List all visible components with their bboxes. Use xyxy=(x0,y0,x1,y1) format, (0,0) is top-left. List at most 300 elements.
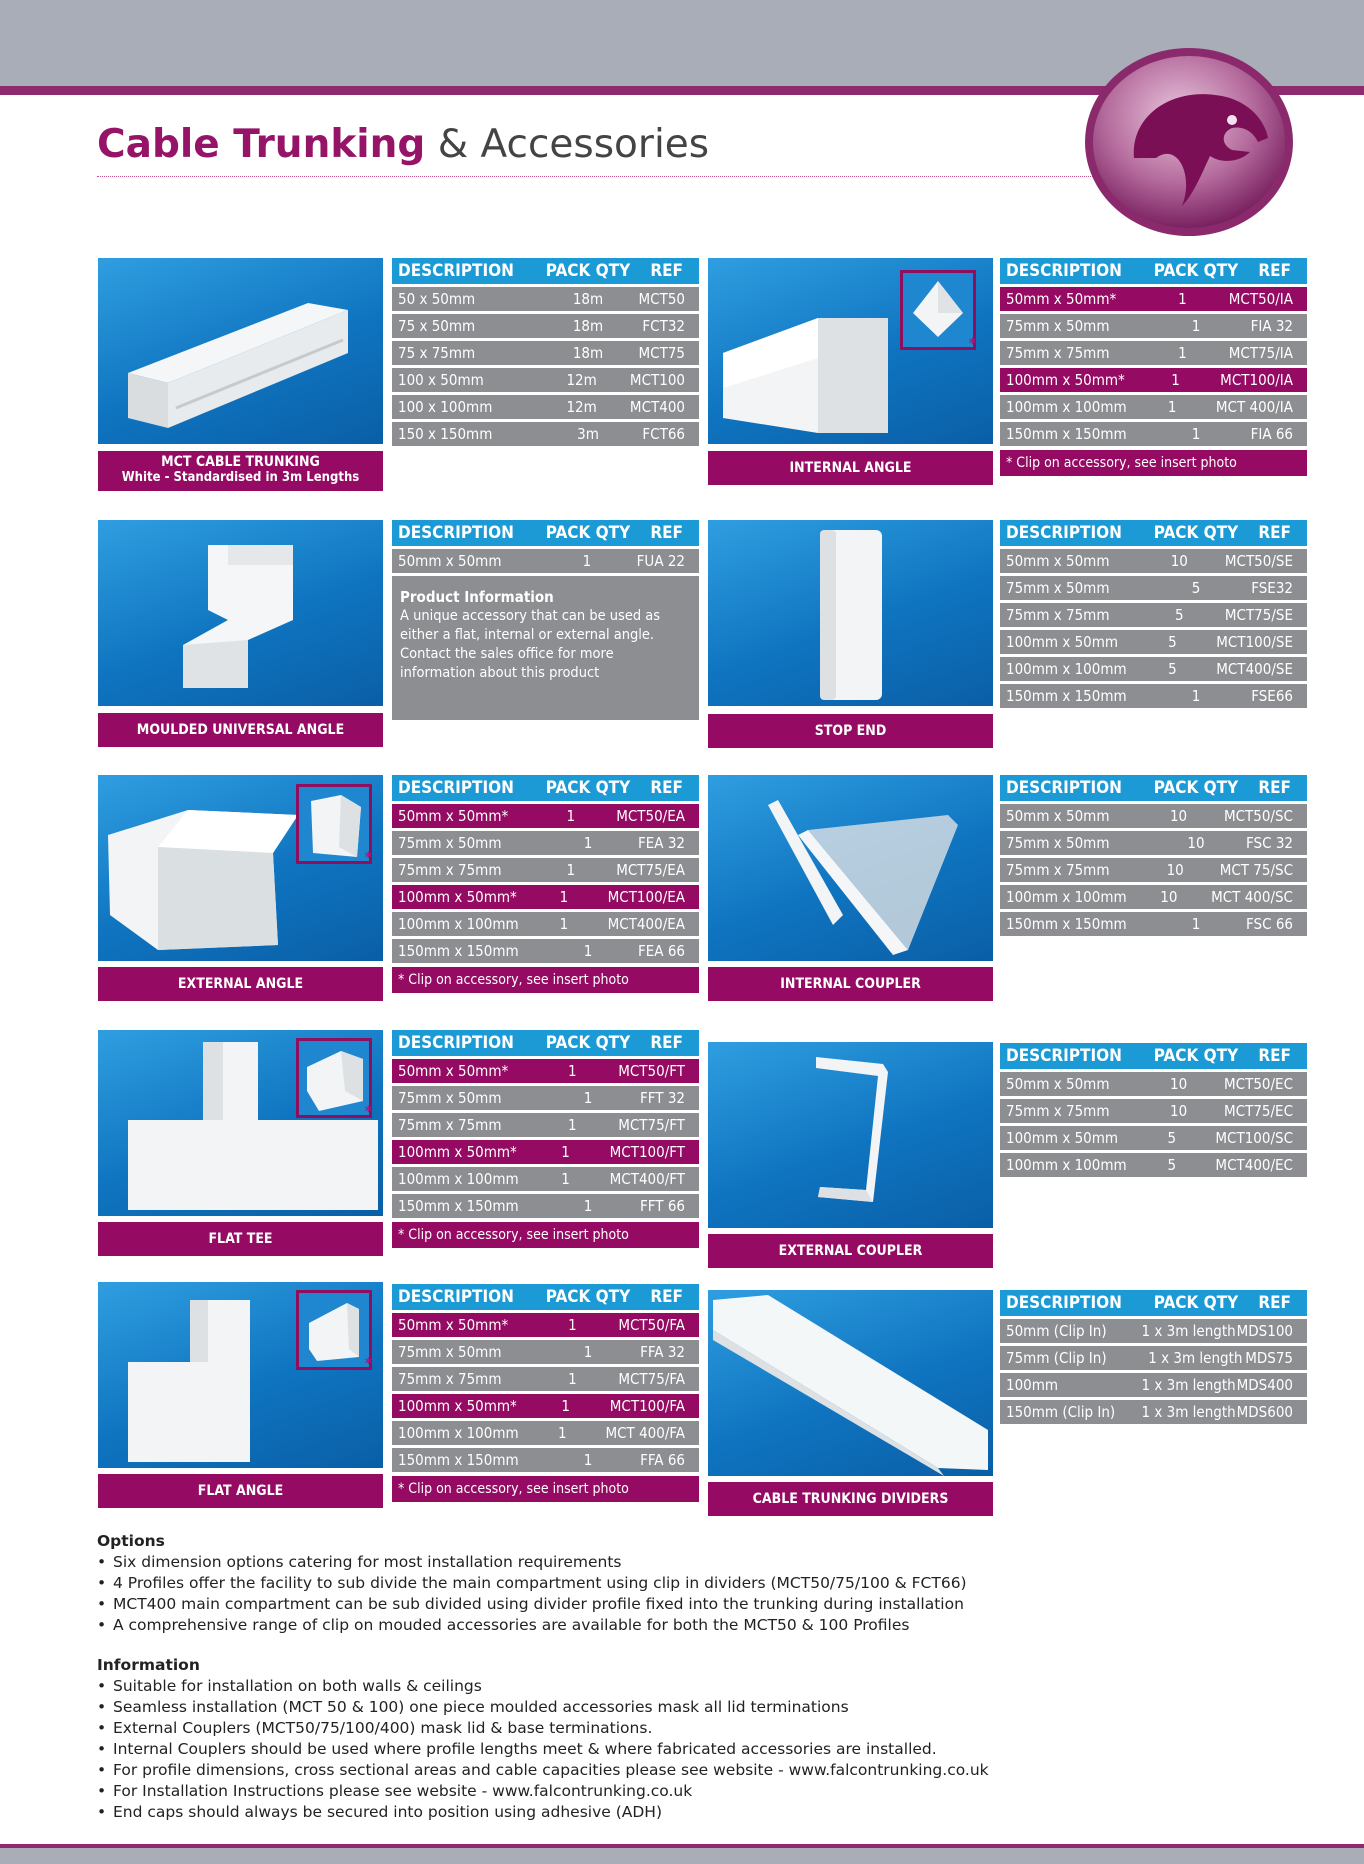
cell-description: 75mm x 50mm xyxy=(398,1089,502,1107)
page-title-rest: & Accessories xyxy=(437,122,710,167)
cell-description: 50mm x 50mm* xyxy=(398,1062,509,1080)
options-section xyxy=(97,1531,967,1636)
table-header xyxy=(392,775,699,801)
cell-description: 50mm x 50mm xyxy=(1006,1075,1110,1093)
cell-description: 75mm x 50mm xyxy=(1006,834,1110,852)
cell-ref: MCT50/FA xyxy=(618,1316,685,1334)
photo-mct-cable-trunking xyxy=(98,258,383,444)
inset-flat-tee xyxy=(296,1038,372,1118)
cell-pack-qty: 10 xyxy=(1170,1075,1188,1093)
table-header xyxy=(1000,258,1307,284)
table-header xyxy=(1000,520,1307,546)
column-header-pack-qty: PACK QTY xyxy=(545,1033,631,1053)
cell-description: 100mm x 50mm* xyxy=(398,1143,517,1161)
table-row xyxy=(392,1367,699,1391)
list-item: • For Installation Instructions please see website - www.falcontrunking.co.uk xyxy=(97,1781,989,1802)
cell-ref: MCT100/EA xyxy=(607,888,685,906)
cell-ref: MCT50/IA xyxy=(1228,290,1293,308)
table-row xyxy=(1000,314,1307,338)
cell-ref: MCT400/FT xyxy=(609,1170,685,1188)
cell-ref: FEA 32 xyxy=(638,834,685,852)
cell-ref: MCT75/SE xyxy=(1224,606,1293,624)
clip-note: * Clip on accessory, see insert photo xyxy=(392,1222,699,1248)
cell-pack-qty: 1 x 3m length xyxy=(1141,1322,1236,1340)
table-row xyxy=(1000,395,1307,419)
table-row xyxy=(1000,804,1307,828)
table-row xyxy=(1000,885,1307,909)
asterisk-icon: * xyxy=(968,336,976,352)
table-row xyxy=(1000,630,1307,654)
cell-description: 100mm x 100mm xyxy=(1006,660,1127,678)
cell-ref: MCT75/EA xyxy=(616,861,685,879)
cell-ref: MCT100/FT xyxy=(609,1143,685,1161)
table-row xyxy=(1000,831,1307,855)
list-item: • A comprehensive range of clip on mouded accessories are available for both the MCT50 & 100 Profiles xyxy=(97,1615,967,1636)
universal-angle-icon xyxy=(98,520,383,706)
cell-ref: MCT100/SC xyxy=(1215,1129,1293,1147)
clip-accessory-icon xyxy=(299,787,369,861)
table-row xyxy=(1000,1099,1307,1123)
caption-text: INTERNAL COUPLER xyxy=(780,976,921,992)
cell-ref: MCT75/EC xyxy=(1224,1102,1293,1120)
cell-description: 75mm x 50mm xyxy=(398,1343,502,1361)
cell-pack-qty: 5 xyxy=(1167,1156,1177,1174)
column-header-description: DESCRIPTION xyxy=(1006,261,1122,281)
cell-ref: FFA 66 xyxy=(640,1451,685,1469)
caption-stop-end xyxy=(708,714,993,748)
cell-ref: FCT32 xyxy=(642,317,685,335)
column-header-pack-qty: PACK QTY xyxy=(545,523,631,543)
cell-pack-qty: 5 xyxy=(1168,633,1177,651)
cell-description: 75mm x 75mm xyxy=(1006,606,1110,624)
table-row xyxy=(1000,912,1307,936)
column-header-description: DESCRIPTION xyxy=(398,1287,514,1307)
table-header xyxy=(392,1030,699,1056)
table-row xyxy=(1000,368,1307,392)
cell-description: 50mm x 50mm xyxy=(398,552,502,570)
caption-flat-tee xyxy=(98,1222,383,1256)
cell-description: 100mm xyxy=(1006,1376,1059,1394)
list-item: • Six dimension options catering for most installation requirements xyxy=(97,1552,967,1573)
column-header-pack-qty: PACK QTY xyxy=(545,778,631,798)
cell-pack-qty: 1 xyxy=(583,1343,593,1361)
table-row xyxy=(1000,341,1307,365)
cell-description: 100mm x 50mm xyxy=(1006,633,1119,651)
cell-pack-qty: 10 xyxy=(1187,834,1205,852)
cell-description: 100mm x 100mm xyxy=(398,1424,519,1442)
cell-description: 75mm x 50mm xyxy=(1006,579,1110,597)
cell-pack-qty: 1 xyxy=(583,834,593,852)
cell-pack-qty: 1 xyxy=(1171,371,1180,389)
cell-pack-qty: 5 xyxy=(1168,660,1177,678)
cell-pack-qty: 1 xyxy=(583,1197,593,1215)
column-header-pack-qty: PACK QTY xyxy=(1153,261,1239,281)
table-row xyxy=(1000,1400,1307,1424)
cell-description: 75 x 75mm xyxy=(398,344,476,362)
table-row xyxy=(1000,657,1307,681)
caption-text: MOULDED UNIVERSAL ANGLE xyxy=(136,722,345,738)
table-external-coupler xyxy=(1000,1043,1307,1177)
cell-description: 75mm x 75mm xyxy=(398,861,502,879)
table-row xyxy=(392,1421,699,1445)
table-header xyxy=(392,520,699,546)
column-header-ref: REF xyxy=(1258,1046,1291,1066)
table-row xyxy=(1000,576,1307,600)
table-row xyxy=(1000,549,1307,573)
cell-ref: MDS100 xyxy=(1236,1322,1293,1340)
table-row xyxy=(392,1113,699,1137)
photo-internal-coupler xyxy=(708,775,993,961)
cell-ref: MCT400/SE xyxy=(1216,660,1293,678)
table-row xyxy=(392,314,699,338)
caption-flat-angle xyxy=(98,1474,383,1508)
information-section xyxy=(97,1655,989,1823)
inset-flat-angle xyxy=(296,1290,372,1370)
cell-description: 100mm x 100mm xyxy=(398,1170,519,1188)
cell-description: 75mm x 50mm xyxy=(1006,317,1110,335)
cell-pack-qty: 1 xyxy=(568,1062,577,1080)
table-internal-angle xyxy=(1000,258,1307,476)
page-title xyxy=(97,122,709,167)
clip-note: * Clip on accessory, see insert photo xyxy=(1000,450,1307,476)
column-header-pack-qty: PACK QTY xyxy=(1153,523,1239,543)
cell-description: 50mm x 50mm xyxy=(1006,807,1110,825)
cell-ref: MCT75/IA xyxy=(1228,344,1293,362)
table-cable-trunking-dividers xyxy=(1000,1290,1307,1424)
column-header-description: DESCRIPTION xyxy=(398,778,514,798)
cell-pack-qty: 1 xyxy=(582,552,592,570)
cell-ref: FFT 32 xyxy=(640,1089,685,1107)
cell-ref: FFT 66 xyxy=(640,1197,685,1215)
cell-pack-qty: 3m xyxy=(577,425,599,443)
cell-ref: MCT 75/SC xyxy=(1219,861,1293,879)
cell-description: 150mm x 150mm xyxy=(398,1451,519,1469)
clip-note: * Clip on accessory, see insert photo xyxy=(392,1476,699,1502)
table-internal-coupler xyxy=(1000,775,1307,936)
cell-description: 75 x 50mm xyxy=(398,317,476,335)
cell-pack-qty: 1 xyxy=(557,1424,567,1442)
table-row xyxy=(1000,1373,1307,1397)
inset-internal-angle xyxy=(900,270,976,350)
table-header xyxy=(392,1284,699,1310)
cell-ref: FUA 22 xyxy=(636,552,685,570)
column-header-description: DESCRIPTION xyxy=(1006,1046,1122,1066)
cell-pack-qty: 1 x 3m length xyxy=(1141,1403,1236,1421)
cell-description: 75mm x 75mm xyxy=(1006,1102,1110,1120)
table-row xyxy=(392,395,699,419)
table-row xyxy=(392,1394,699,1418)
cell-pack-qty: 5 xyxy=(1174,606,1184,624)
table-row xyxy=(392,341,699,365)
photo-moulded-universal-angle xyxy=(98,520,383,706)
table-row xyxy=(392,368,699,392)
column-header-ref: REF xyxy=(650,523,683,543)
cell-ref: MCT100 xyxy=(629,371,685,389)
cell-description: 75mm x 75mm xyxy=(398,1370,502,1388)
cell-ref: MCT400/EA xyxy=(607,915,685,933)
caption-text: INTERNAL ANGLE xyxy=(789,460,912,476)
cell-ref: MCT75/FT xyxy=(618,1116,685,1134)
table-row xyxy=(392,1086,699,1110)
cell-pack-qty: 1 x 3m length xyxy=(1148,1349,1243,1367)
cell-ref: MCT400 xyxy=(629,398,685,416)
column-header-ref: REF xyxy=(1258,261,1291,281)
table-stop-end xyxy=(1000,520,1307,708)
cell-description: 50mm x 50mm xyxy=(1006,552,1110,570)
cell-pack-qty: 1 xyxy=(1178,344,1187,362)
cell-description: 150mm (Clip In) xyxy=(1006,1403,1116,1421)
cell-description: 100mm x 100mm xyxy=(1006,1156,1127,1174)
table-external-angle xyxy=(392,775,699,993)
external-coupler-icon xyxy=(708,1042,993,1228)
asterisk-icon: * xyxy=(364,1356,372,1372)
page-title-bold: Cable Trunking xyxy=(97,122,426,167)
table-row xyxy=(392,831,699,855)
cell-description: 75mm (Clip In) xyxy=(1006,1349,1107,1367)
asterisk-icon: * xyxy=(364,850,372,866)
cell-ref: MCT50/FT xyxy=(618,1062,685,1080)
cell-description: 75mm x 50mm xyxy=(398,834,502,852)
cell-pack-qty: 1 xyxy=(1191,425,1201,443)
column-header-description: DESCRIPTION xyxy=(1006,1293,1122,1313)
cell-ref: MDS400 xyxy=(1236,1376,1293,1394)
cell-pack-qty: 1 xyxy=(583,1089,593,1107)
table-flat-tee xyxy=(392,1030,699,1248)
cell-pack-qty: 5 xyxy=(1167,1129,1177,1147)
cell-ref: MCT100/IA xyxy=(1220,371,1293,389)
cell-ref: FIA 66 xyxy=(1250,425,1293,443)
list-item: • End caps should always be secured into position using adhesive (ADH) xyxy=(97,1802,989,1823)
cell-pack-qty: 1 xyxy=(1191,317,1201,335)
caption-text: EXTERNAL COUPLER xyxy=(778,1243,923,1259)
cell-ref: FEA 66 xyxy=(638,942,685,960)
cell-ref: MCT75 xyxy=(638,344,685,362)
table-row xyxy=(1000,1346,1307,1370)
cell-description: 100 x 100mm xyxy=(398,398,493,416)
caption-mct-cable-trunking xyxy=(98,451,383,491)
table-row xyxy=(392,1340,699,1364)
table-row xyxy=(1000,287,1307,311)
table-row xyxy=(1000,858,1307,882)
information-heading: Information xyxy=(97,1656,200,1674)
cell-pack-qty: 1 xyxy=(583,942,593,960)
cell-pack-qty: 10 xyxy=(1169,807,1188,825)
list-item: • Seamless installation (MCT 50 & 100) one piece moulded accessories mask all lid terminations xyxy=(97,1697,989,1718)
stop-end-icon xyxy=(708,520,993,706)
column-header-description: DESCRIPTION xyxy=(1006,523,1122,543)
cell-ref: FSC 66 xyxy=(1246,915,1293,933)
caption-text: FLAT TEE xyxy=(208,1231,273,1247)
cell-pack-qty: 1 xyxy=(568,1316,577,1334)
cell-ref: MCT100/FA xyxy=(609,1397,685,1415)
cell-pack-qty: 1 xyxy=(561,1170,570,1188)
bottom-banner xyxy=(0,1848,1364,1864)
list-item: • External Couplers (MCT50/75/100/400) mask lid & base terminations. xyxy=(97,1718,989,1739)
falcon-logo-icon xyxy=(1082,46,1296,238)
cell-ref: MCT400/EC xyxy=(1215,1156,1293,1174)
cell-ref: FSE32 xyxy=(1251,579,1293,597)
cell-description: 75mm x 75mm xyxy=(1006,344,1110,362)
cell-description: 100 x 50mm xyxy=(398,371,484,389)
inset-external-angle xyxy=(296,784,372,864)
clip-accessory-icon xyxy=(299,1041,369,1115)
table-row xyxy=(392,422,699,446)
cell-description: 150mm x 150mm xyxy=(398,942,519,960)
table-row xyxy=(1000,422,1307,446)
cell-pack-qty: 1 xyxy=(559,915,569,933)
list-item: • MCT400 main compartment can be sub divided using divider profile fixed into the trunking during installation xyxy=(97,1594,967,1615)
table-row xyxy=(1000,1072,1307,1096)
title-divider xyxy=(97,176,1097,177)
cell-ref: FIA 32 xyxy=(1250,317,1293,335)
table-row xyxy=(392,858,699,882)
column-header-ref: REF xyxy=(1258,523,1291,543)
cell-pack-qty: 1 xyxy=(583,1451,593,1469)
cell-ref: MCT 400/SC xyxy=(1211,888,1293,906)
cell-pack-qty: 1 xyxy=(1191,915,1201,933)
list-item: • 4 Profiles offer the facility to sub divide the main compartment using clip in dividers (MCT50/75/100 & FCT66) xyxy=(97,1573,967,1594)
caption-text: MCT CABLE TRUNKING xyxy=(161,454,320,470)
column-header-pack-qty: PACK QTY xyxy=(545,261,631,281)
photo-external-coupler xyxy=(708,1042,993,1228)
cell-description: 50 x 50mm xyxy=(398,290,476,308)
table-row xyxy=(392,1167,699,1191)
cell-pack-qty: 1 xyxy=(559,888,569,906)
clip-accessory-icon xyxy=(299,1293,369,1367)
internal-coupler-icon xyxy=(708,775,993,961)
column-header-ref: REF xyxy=(1258,778,1291,798)
photo-stop-end xyxy=(708,520,993,706)
photo-cable-trunking-dividers xyxy=(708,1290,993,1476)
cell-pack-qty: 1 xyxy=(561,1397,570,1415)
cell-description: 50mm x 50mm* xyxy=(398,807,509,825)
cell-description: 150mm x 150mm xyxy=(1006,687,1127,705)
falcon-logo xyxy=(1082,46,1296,238)
cell-pack-qty: 5 xyxy=(1191,579,1201,597)
table-row xyxy=(1000,603,1307,627)
cell-ref: FSC 32 xyxy=(1246,834,1293,852)
column-header-pack-qty: PACK QTY xyxy=(545,1287,631,1307)
clip-accessory-icon xyxy=(903,273,973,347)
cell-ref: MCT 400/FA xyxy=(605,1424,685,1442)
column-header-description: DESCRIPTION xyxy=(398,523,514,543)
cell-pack-qty: 1 xyxy=(566,807,576,825)
caption-text: STOP END xyxy=(814,723,887,739)
cell-ref: MCT50/SC xyxy=(1223,807,1293,825)
product-information-title: Product Information xyxy=(400,588,554,606)
column-header-description: DESCRIPTION xyxy=(1006,778,1122,798)
cell-pack-qty: 1 xyxy=(568,1370,577,1388)
caption-moulded-universal-angle xyxy=(98,713,383,747)
caption-text: CABLE TRUNKING DIVIDERS xyxy=(752,1491,949,1507)
column-header-ref: REF xyxy=(650,261,683,281)
cell-pack-qty: 1 xyxy=(1167,398,1177,416)
table-row xyxy=(392,1194,699,1218)
column-header-ref: REF xyxy=(650,1287,683,1307)
table-row xyxy=(392,1059,699,1083)
asterisk-icon: * xyxy=(364,1104,372,1120)
table-row xyxy=(392,287,699,311)
divider-icon xyxy=(708,1290,993,1476)
cell-description: 150mm x 150mm xyxy=(398,1197,519,1215)
cell-pack-qty: 10 xyxy=(1170,552,1188,570)
table-header xyxy=(1000,1043,1307,1069)
product-information-text: A unique accessory that can be used as either a flat, internal or external angle. Contact the sales office for more information about this product xyxy=(400,608,661,681)
cell-description: 50mm (Clip In) xyxy=(1006,1322,1107,1340)
cell-description: 50mm x 50mm* xyxy=(1006,290,1117,308)
cell-pack-qty: 12m xyxy=(566,398,597,416)
table-header xyxy=(1000,775,1307,801)
column-header-description: DESCRIPTION xyxy=(398,261,514,281)
cell-pack-qty: 10 xyxy=(1170,1102,1188,1120)
table-row xyxy=(392,939,699,963)
cell-description: 75mm x 75mm xyxy=(1006,861,1110,879)
cell-description: 100mm x 100mm xyxy=(1006,888,1127,906)
cell-description: 100mm x 50mm* xyxy=(398,888,517,906)
table-flat-angle xyxy=(392,1284,699,1502)
cell-pack-qty: 1 xyxy=(561,1143,570,1161)
table-row xyxy=(392,1140,699,1164)
cell-ref: FSE66 xyxy=(1251,687,1293,705)
caption-text: FLAT ANGLE xyxy=(197,1483,284,1499)
table-mct-cable-trunking xyxy=(392,258,699,446)
column-header-ref: REF xyxy=(650,1033,683,1053)
cell-ref: MCT100/SE xyxy=(1216,633,1293,651)
cell-ref: FCT66 xyxy=(642,425,685,443)
cell-description: 100mm x 100mm xyxy=(398,915,519,933)
table-row xyxy=(392,885,699,909)
cell-ref: MCT50/EC xyxy=(1224,1075,1293,1093)
cell-description: 100mm x 50mm* xyxy=(1006,371,1125,389)
cell-description: 100mm x 50mm* xyxy=(398,1397,517,1415)
caption-internal-angle xyxy=(708,451,993,485)
table-row xyxy=(392,1448,699,1472)
caption-internal-coupler xyxy=(708,967,993,1001)
caption-external-angle xyxy=(98,967,383,1001)
table-row xyxy=(392,804,699,828)
options-heading: Options xyxy=(97,1532,165,1550)
clip-note: * Clip on accessory, see insert photo xyxy=(392,967,699,993)
column-header-ref: REF xyxy=(650,778,683,798)
cell-description: 150mm x 150mm xyxy=(1006,425,1127,443)
trunking-icon xyxy=(98,258,383,444)
cell-ref: MCT50/EA xyxy=(616,807,685,825)
cell-description: 50mm x 50mm* xyxy=(398,1316,509,1334)
list-item: • Suitable for installation on both walls & ceilings xyxy=(97,1676,989,1697)
cell-pack-qty: 1 xyxy=(1191,687,1201,705)
list-item: • For profile dimensions, cross sectional areas and cable capacities please see website - www.falcontrunking.co.uk xyxy=(97,1760,989,1781)
table-row xyxy=(392,549,699,573)
cell-description: 100mm x 100mm xyxy=(1006,398,1127,416)
cell-description: 150 x 150mm xyxy=(398,425,493,443)
cell-pack-qty: 18m xyxy=(572,317,604,335)
information-list xyxy=(97,1676,989,1823)
cell-description: 150mm x 150mm xyxy=(1006,915,1127,933)
column-header-description: DESCRIPTION xyxy=(398,1033,514,1053)
column-header-pack-qty: PACK QTY xyxy=(1153,1293,1239,1313)
cell-ref: MCT50/SE xyxy=(1224,552,1293,570)
cell-pack-qty: 10 xyxy=(1160,888,1178,906)
cell-pack-qty: 1 x 3m length xyxy=(1141,1376,1236,1394)
table-row xyxy=(392,1313,699,1337)
table-row xyxy=(1000,1319,1307,1343)
options-list xyxy=(97,1552,967,1636)
cell-description: 75mm x 75mm xyxy=(398,1116,502,1134)
caption-subtext: White - Standardised in 3m Lengths xyxy=(121,470,360,485)
cell-pack-qty: 18m xyxy=(572,290,604,308)
cell-pack-qty: 1 xyxy=(568,1116,577,1134)
cell-ref: MCT75/FA xyxy=(618,1370,685,1388)
